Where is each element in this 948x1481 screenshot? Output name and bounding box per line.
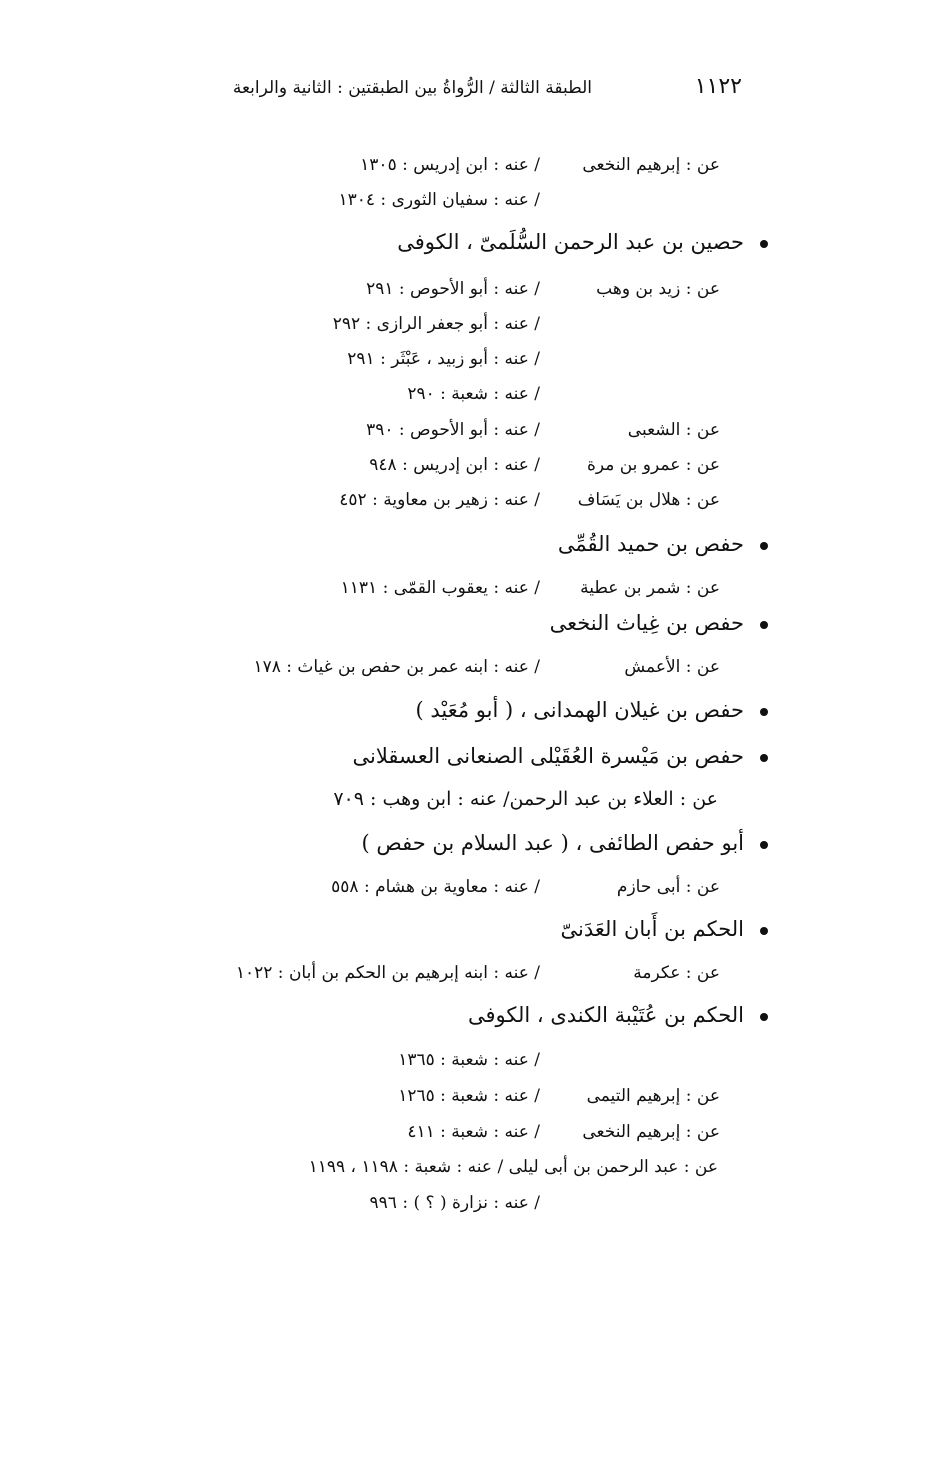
to-narrator: / عنه : ابنه عمر بن حفص بن غياث : ١٧٨ bbox=[253, 657, 540, 677]
narrator-name: حفص بن غِياث النخعى bbox=[549, 611, 744, 635]
narrator-heading bbox=[397, 230, 768, 254]
bullet-icon bbox=[760, 542, 768, 550]
narrator-name: الحكم بن عُتَيْبة الكندى ، الكوفى bbox=[468, 1003, 744, 1027]
from-narrator: عن : زيد بن وهب bbox=[596, 279, 720, 299]
from-narrator: عن : هلال بن يَسَاف bbox=[577, 490, 720, 510]
from-narrator: عن : شمر بن عطية bbox=[580, 578, 720, 598]
transmission-line bbox=[320, 279, 720, 303]
from-narrator: عن : الأعمش bbox=[624, 657, 720, 677]
to-narrator: / عنه : أبو الأحوص : ٢٩١ bbox=[366, 279, 540, 299]
to-narrator: / عنه : شعبة : ١٣٦٥ bbox=[398, 1050, 540, 1070]
narrator-name: أبو حفص الطائفى ، ( عبد السلام بن حفص ) bbox=[361, 831, 744, 855]
narrator-heading bbox=[561, 917, 768, 941]
bullet-icon bbox=[760, 841, 768, 849]
bullet-icon bbox=[760, 1013, 768, 1021]
transmission-line bbox=[240, 657, 720, 681]
narrator-heading bbox=[362, 831, 768, 855]
bullet-icon bbox=[760, 708, 768, 716]
to-narrator: / عنه : أبو زبيد ، عَبْثَر : ٢٩١ bbox=[347, 349, 540, 369]
to-narrator: / عنه : نزارة ( ؟ ) : ٩٩٦ bbox=[369, 1193, 540, 1213]
to-narrator: / عنه : سفيان الثورى : ١٣٠٤ bbox=[338, 190, 540, 210]
to-narrator: / عنه : ابن إدريس : ٩٤٨ bbox=[369, 455, 540, 475]
narrator-name: الحكم بن أَبان العَدَنىّ bbox=[560, 917, 744, 941]
to-narrator: / عنه : زهير بن معاوية : ٤٥٢ bbox=[339, 490, 540, 510]
narrator-name: حفص بن مَيْسرة العُقَيْلى الصنعانى العسقلانى bbox=[352, 744, 744, 768]
transmission-line bbox=[320, 578, 720, 602]
from-narrator: عن : إبرهيم التيمى bbox=[586, 1086, 720, 1106]
to-narrator: / عنه : ابنه إبرهيم بن الحكم بن أبان : ١٠٢٢ bbox=[235, 963, 540, 983]
from-narrator: عن : إبرهيم النخعى bbox=[582, 155, 720, 175]
to-narrator: / عنه : شعبة : ٤١١ bbox=[407, 1122, 540, 1142]
to-narrator: / عنه : أبو الأحوص : ٣٩٠ bbox=[366, 420, 540, 440]
narrator-heading bbox=[468, 1003, 768, 1027]
transmission-line bbox=[320, 490, 720, 514]
transmission-line bbox=[320, 384, 720, 408]
transmission-line bbox=[300, 877, 720, 901]
transmission-line bbox=[300, 1050, 720, 1074]
to-narrator: / عنه : أبو جعفر الرازى : ٢٩٢ bbox=[332, 314, 540, 334]
transmission-line bbox=[300, 1122, 720, 1146]
transmission-line bbox=[300, 1086, 720, 1110]
narrator-heading bbox=[558, 532, 768, 556]
from-narrator: عن : عمرو بن مرة bbox=[586, 455, 720, 475]
narrator-heading bbox=[415, 698, 768, 722]
bullet-icon bbox=[760, 621, 768, 629]
from-narrator: عن : عكرمة bbox=[633, 963, 720, 983]
narrator-heading bbox=[550, 611, 768, 635]
running-title: الطبقة الثالثة / الرُّواةُ بين الطبقتين : الثانية والرابعة bbox=[232, 78, 592, 98]
from-narrator: عن : إبرهيم النخعى bbox=[582, 1122, 720, 1142]
bullet-icon bbox=[760, 927, 768, 935]
from-narrator: عن : أبى حازم bbox=[616, 877, 720, 897]
narrator-name: حصين بن عبد الرحمن السُّلَمىّ ، الكوفى bbox=[397, 230, 744, 254]
page-number: ١١٢٢ bbox=[694, 74, 742, 99]
transmission-line bbox=[320, 155, 720, 179]
bullet-icon bbox=[760, 754, 768, 762]
transmission-line: عن : العلاء بن عبد الرحمن/ عنه : ابن وهب : ٧٠٩ bbox=[333, 788, 718, 810]
transmission-line bbox=[320, 314, 720, 338]
transmission-line bbox=[320, 190, 720, 214]
transmission-line: عن : عبد الرحمن بن أبى ليلى / عنه : شعبة : ١١٩٨ ، ١١٩٩ bbox=[308, 1157, 718, 1177]
transmission-line bbox=[320, 455, 720, 479]
transmission-line bbox=[320, 420, 720, 444]
to-narrator: / عنه : شعبة : ١٢٦٥ bbox=[398, 1086, 540, 1106]
transmission-line bbox=[320, 349, 720, 373]
from-narrator: عن : الشعبى bbox=[627, 420, 720, 440]
bullet-icon bbox=[760, 240, 768, 248]
transmission-line bbox=[300, 1193, 720, 1217]
narrator-name: حفص بن غيلان الهمدانى ، ( أبو مُعَيْد ) bbox=[415, 698, 744, 722]
to-narrator: / عنه : معاوية بن هشام : ٥٥٨ bbox=[331, 877, 540, 897]
narrator-name: حفص بن حميد القُمِّى bbox=[557, 532, 744, 556]
narrator-heading bbox=[353, 744, 768, 768]
transmission-line bbox=[230, 963, 720, 987]
to-narrator: / عنه : ابن إدريس : ١٣٠٥ bbox=[360, 155, 540, 175]
to-narrator: / عنه : يعقوب القمّى : ١١٣١ bbox=[340, 578, 540, 598]
to-narrator: / عنه : شعبة : ٢٩٠ bbox=[407, 384, 540, 404]
